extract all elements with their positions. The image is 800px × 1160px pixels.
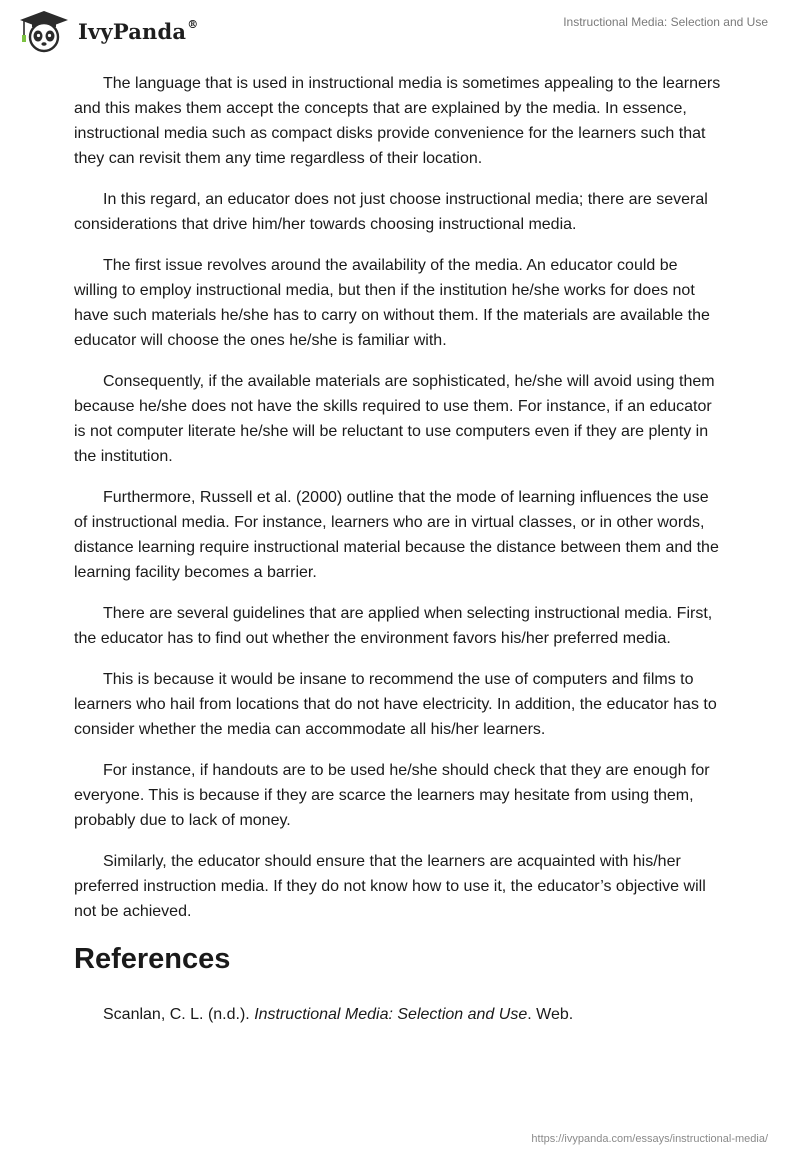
paragraph: The first issue revolves around the availability of the media. An educator could be willing to employ instructional media, but then if the institution he/she works for does not have such materials he/she has to carry on without them. If the materials are available the educator will choose the ones he/she is familiar with. xyxy=(74,257,710,349)
paragraph: There are several guidelines that are applied when selecting instructional media. First, the educator has to find out whether the environment favors his/her preferred media. xyxy=(74,605,713,647)
reference-suffix: . Web. xyxy=(527,1006,574,1023)
paragraph: This is because it would be insane to recommend the use of computers and films to learners who hail from locations that do not have electricity. In addition, the educator has to consider whether the media can accommodate all his/her learners. xyxy=(74,671,717,738)
document-title: Instructional Media: Selection and Use xyxy=(563,15,768,29)
paragraph: Similarly, the educator should ensure that the learners are acquainted with his/her preferred instruction media. If they do not know how to use it, the educator’s objective will not be achieved. xyxy=(74,853,706,920)
paragraph: The language that is used in instructional media is sometimes appealing to the learners and this makes them accept the concepts that are explained by the media. In essence, instructional media such as compact disks provide convenience for the learners such that they can revisit them any time regardless of their location. xyxy=(74,75,721,167)
footer-url[interactable]: https://ivypanda.com/essays/instructional-media/ xyxy=(531,1133,768,1145)
paragraph: Consequently, if the available materials are sophisticated, he/she will avoid using them because he/she does not have the skills required to use them. For instance, if an educator is not computer literate he/she will be reluctant to use computers even if they are plenty in the institution. xyxy=(74,373,715,465)
essay-content xyxy=(74,71,724,1027)
reference-title: Instructional Media: Selection and Use xyxy=(254,1006,528,1023)
reference-entry xyxy=(74,1002,724,1027)
paragraph: In this regard, an educator does not just choose instructional media; there are several considerations that drive him/her towards choosing instructional media. xyxy=(74,191,708,233)
logo-wordmark xyxy=(78,19,198,44)
paragraph: For instance, if handouts are to be used he/she should check that they are enough for everyone. This is because if they are scarce the learners may hesitate from using them, probably due to lack of money. xyxy=(74,762,710,829)
references-heading: References xyxy=(74,943,231,975)
paragraph: Furthermore, Russell et al. (2000) outline that the mode of learning influences the use of instructional media. For instance, learners who are in virtual classes, or in other words, distance learning require instructional material because the distance between them and the learning facility becomes a barrier. xyxy=(74,489,719,581)
panda-graduate-icon xyxy=(14,8,72,54)
page-header xyxy=(0,0,800,60)
registered-mark: ® xyxy=(187,17,199,31)
ivypanda-logo[interactable] xyxy=(14,8,198,54)
logo-text: IvyPanda xyxy=(78,18,187,44)
reference-author: Scanlan, C. L. (n.d.). xyxy=(103,1006,255,1023)
